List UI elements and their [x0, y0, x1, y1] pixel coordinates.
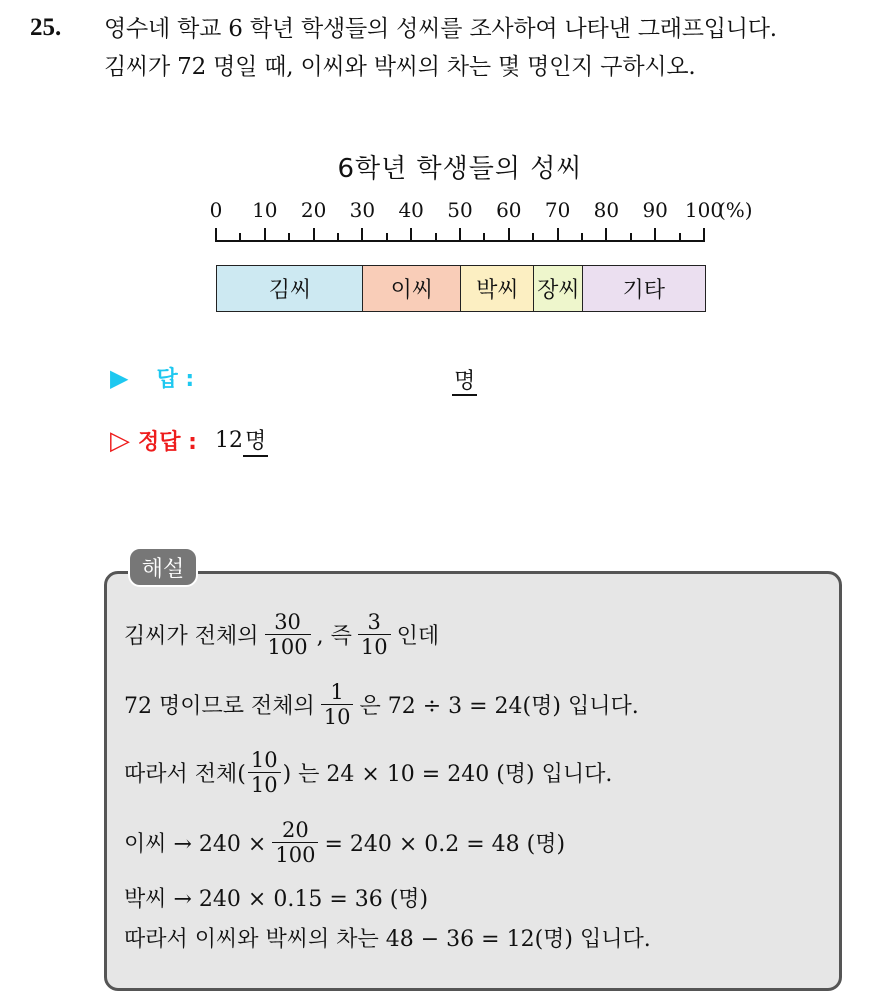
- explanation-tag: 해설: [128, 547, 198, 587]
- outline-arrow-icon: ▷: [110, 425, 130, 456]
- explanation-text: 이씨 → 240 ×: [124, 832, 267, 857]
- correct-answer-label: 정답 :: [138, 430, 197, 455]
- explanation-text: , 즉: [316, 624, 352, 649]
- explanation-line-3: [124, 748, 612, 797]
- ruler-minor-tick: [435, 233, 437, 242]
- ruler-major-tick: [605, 228, 607, 242]
- explanation-line-5: 박씨 → 240 × 0.15 = 36 (명): [124, 887, 429, 912]
- ruler-minor-tick: [679, 233, 681, 242]
- ruler-tick-label: 0: [209, 198, 223, 222]
- question-number: 25.: [30, 14, 62, 41]
- ruler-minor-tick: [630, 233, 632, 242]
- ruler-major-tick: [264, 228, 266, 242]
- ruler-tick-label: 30: [349, 198, 376, 222]
- chart-title: 6학년 학생들의 성씨: [337, 154, 583, 184]
- ruler-tick-label: 10: [252, 198, 278, 222]
- explanation-text: ) 는 24 × 10 = 240 (명) 입니다.: [282, 762, 613, 787]
- correct-answer-unit: 명: [243, 424, 268, 457]
- answer-unit: 명: [454, 369, 476, 394]
- ruler-major-tick: [654, 228, 656, 242]
- answer-label: 답 :: [156, 367, 195, 392]
- correct-answer-row: [110, 424, 268, 457]
- ruler-minor-tick: [288, 233, 290, 242]
- explanation-line-2: [124, 680, 639, 729]
- band-segment: 장씨: [533, 265, 583, 312]
- explanation-text: 72 명이므로 전체의: [124, 694, 315, 719]
- ruler-major-tick: [313, 228, 315, 242]
- ruler-major-tick: [557, 228, 559, 242]
- explanation-line-4: [124, 818, 565, 867]
- ruler-minor-tick: [337, 233, 339, 242]
- band-segment: 김씨: [216, 265, 364, 312]
- answer-row: [110, 362, 194, 393]
- ruler-tick-label: 40: [398, 198, 424, 222]
- explanation-text: = 240 × 0.2 = 48 (명): [324, 832, 566, 857]
- fraction-30-100: $\frac{30}{100}$: [265, 610, 311, 659]
- ruler-tick-label: 20: [300, 198, 327, 222]
- band-segment: 박씨: [460, 265, 535, 312]
- question-line-1: 영수네 학교 6 학년 학생들의 성씨를 조사하여 나타낸 그래프입니다.: [104, 16, 777, 42]
- explanation-text: 김씨가 전체의: [124, 624, 259, 649]
- ruler-minor-tick: [239, 233, 241, 242]
- ruler-minor-tick: [532, 233, 534, 242]
- explanation-text: 따라서 전체(: [124, 762, 246, 787]
- explanation-line-1: [124, 610, 439, 659]
- unit-label: (%): [718, 198, 753, 222]
- ruler-tick-label: 80: [593, 198, 620, 222]
- ruler-minor-tick: [581, 233, 583, 242]
- ruler-major-tick: [361, 228, 363, 242]
- question-line-2: 김씨가 72 명일 때, 이씨와 박씨의 차는 몇 명인지 구하시오.: [104, 54, 696, 80]
- ruler-major-tick: [508, 228, 510, 242]
- fraction-3-10: $\frac{3}{10}$: [358, 610, 391, 659]
- ruler-minor-tick: [386, 233, 388, 242]
- play-arrow-icon: ▶: [110, 363, 129, 392]
- ruler-minor-tick: [483, 233, 485, 242]
- ruler-major-tick: [703, 228, 705, 242]
- ruler-major-tick: [215, 228, 217, 242]
- ruler-tick-label: 70: [544, 198, 571, 222]
- band-segment: 기타: [582, 265, 706, 312]
- ruler-tick-label: 90: [642, 198, 668, 222]
- fraction-1-10: $\frac{1}{10}$: [321, 680, 354, 729]
- ruler-tick-label: 50: [447, 198, 473, 222]
- explanation-text: 은 72 ÷ 3 = 24(명) 입니다.: [359, 694, 639, 719]
- fraction-20-100: $\frac{20}{100}$: [272, 818, 318, 867]
- ruler-tick-label: 60: [496, 198, 522, 222]
- ruler-major-tick: [410, 228, 412, 242]
- ruler-major-tick: [459, 228, 461, 242]
- correct-answer-value: 12: [214, 428, 243, 453]
- fraction-10-10: $\frac{10}{10}$: [248, 748, 281, 797]
- band-segment: 이씨: [362, 265, 461, 312]
- ruler-tick-label: 100: [684, 198, 724, 222]
- explanation-text: 인데: [396, 624, 440, 649]
- answer-blank[interactable]: [452, 364, 477, 395]
- explanation-line-6: 따라서 이씨와 박씨의 차는 48 − 36 = 12(명) 입니다.: [124, 927, 651, 952]
